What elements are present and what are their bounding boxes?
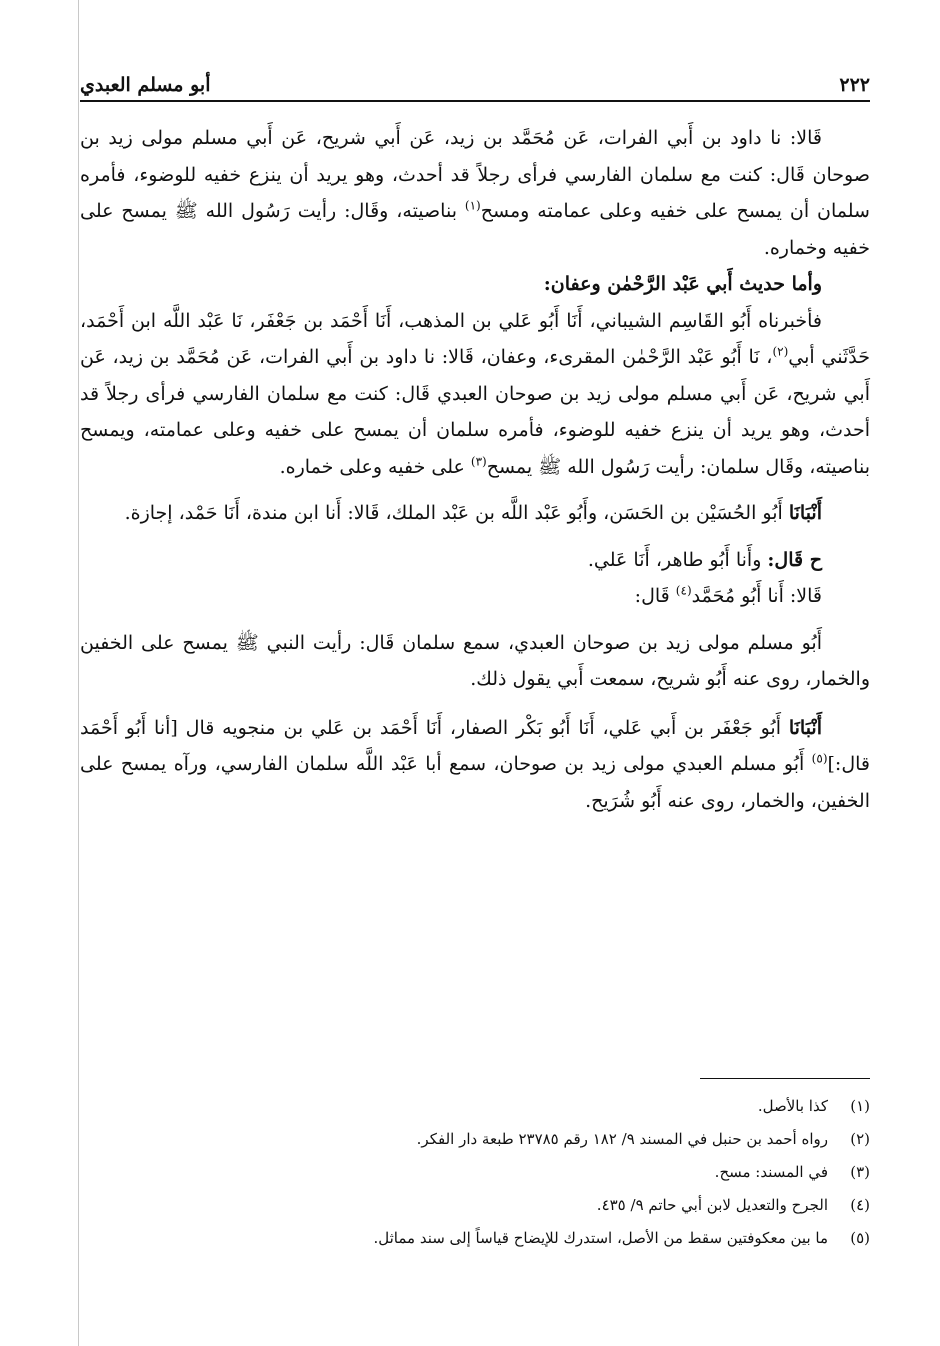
paragraph-7: أَنْبَانَا أَبُو جَعْفَر بن أَبي عَلي، أَنَا أَبُو بَكْر الصفار، أَنَا أَحْمَد بن عَلي بن منجويه قال [أنا أَبُو أَحْمَد قال:]$^{(٥)}$ أَبُو مسلم العبدي مولى زيد بن صوحان، سمع أبا عَبْد اللَّه سلمان الفارسي، ورآه يمسح على الخفين، والخمار، روى عنه أَبُو شُرَيح. [80,716,870,812]
paragraph-3: أَنْبَانَا أَبُو الحُسَيْن بن الحَسَن، وأَبُو عَبْد اللَّه بن عَبْد الملك، قَالا: أَنا ابن مندة، أَنَا حَمْد، إجازة. [124,502,822,524]
footnote-ref-3: (٣) [470,454,487,469]
paragraph-1: قَالا: نا داود بن أَبي الفرات، عَن مُحَمَّد بن زيد، عَن أَبي شريح، عَن أَبي مسلم مولى زيد بن صوحان قَال: كنت مع سلمان الفارسي فرأى رجلاً قد أحدث، وهو يريد أن ينزع خفيه للوضوء، فأمره سلمان أن يمسح على خفيه وعلى عمامته ومسح$^{(١)}$ بناصيته، وقَال: رأيت رَسُول الله ﷺ يمسح على خفيه وخماره. [80,127,870,259]
section-heading: وأما حديث أَبي عَبْد الرَّحْمٰن وعفان: [543,273,822,295]
page-number: ٢٢٢ [839,74,870,96]
book-page [80,60,870,1320]
footnote-ref-4: (٤) [675,583,692,598]
footnote-ref-5: (٥) [811,751,828,766]
paragraph-5: قَالا: أَنا أَبُو مُحَمَّد$^{(٤)}$ قَال: [634,583,822,607]
paragraph-2: فأخبرناه أَبُو القَاسِم الشيباني، أَنَا أَبُو عَلي بن المذهب، أَنَا أَحْمَد بن جَعْفَر، نَا عَبْد اللَّه ابن أَحْمَد، حَدَّثَني أبي$^{(٢)}$، نَا أَبُو عَبْد الرَّحْمٰن المقرىء، وعفان، قَالا: نا داود بن أَبي الفرات، عَن مُحَمَّد بن زيد، عَن أَبي شريح، عَن أَبي مسلم مولى زيد بن صوحان العبدي قَال: كنت مع سلمان الفارسي فرأى رجلاً قد أحدث، وهو يريد أن ينزع خفيه للوضوء، فأمره سلمان أن يمسح على خفيه وعلى عمامته، ويمسح بناصيته، وقَال سلمان: رأيت رَسُول الله ﷺ يمسح$^{(٣)}$ على خفيه وعلى خماره. [80,309,870,478]
main-text [80,120,870,819]
footnote-rule [700,1078,870,1079]
footnote-4: (٤) الجرح والتعديل لابن أبي حاتم ٩/ ٤٣٥. [596,1196,870,1214]
page-header [80,60,870,100]
footnotes [80,1090,870,1255]
footnote-1: (١) كذا بالأصل. [757,1097,870,1115]
footnote-5: (٥) ما بين معكوفتين سقط من الأصل، استدرك للإيضاح قياساً إلى سند مماثل. [373,1229,870,1247]
footnote-ref-1: (١) [464,198,481,213]
paragraph-4: ح قَال: وأَنا أَبُو طاهر، أَنَا عَلي. [587,548,822,571]
binding-line [78,0,79,1346]
footnote-2: (٢) رواه أحمد بن حنبل في المسند ٩/ ١٨٢ رقم ٢٣٧٨٥ طبعة دار الفكر. [416,1130,870,1148]
running-title: أبو مسلم العبدي [80,74,211,96]
paragraph-6: أَبُو مسلم مولى زيد بن صوحان العبدي، سمع سلمان قَال: رأيت النبي ﷺ يمسح على الخفين والخمار، روى عنه أَبُو شريح، سمعت أَبي يقول ذلك. [80,631,870,690]
header-rule [80,100,870,102]
footnote-3: (٣) في المسند: مسح. [714,1163,870,1181]
footnote-ref-2: (٢) [772,344,789,359]
